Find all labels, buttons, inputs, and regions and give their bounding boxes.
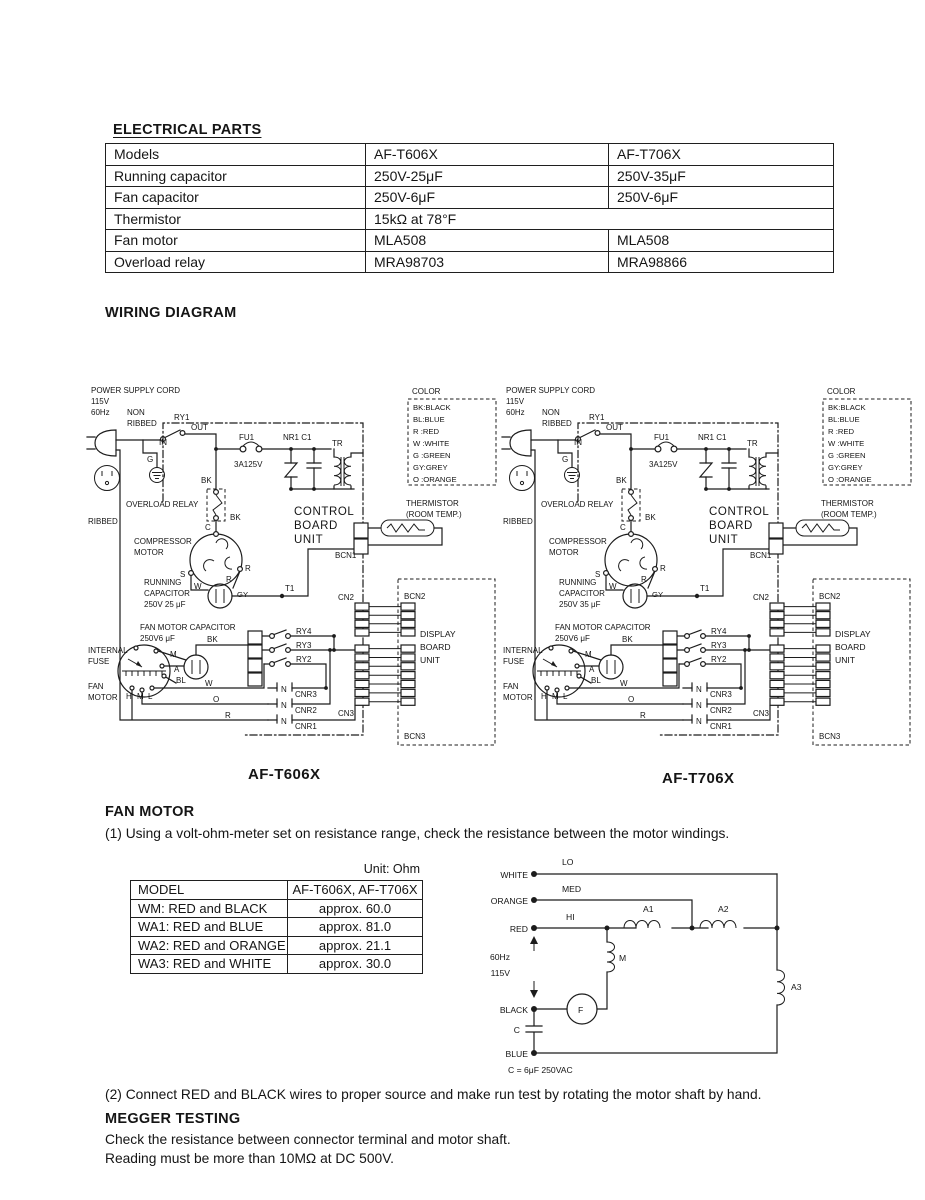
label-fu1-rating: 3A125V xyxy=(234,460,263,469)
color-legend-item: W :WHITE xyxy=(413,439,450,448)
fuse-fu1-icon xyxy=(655,442,677,452)
label-internal: INTERNAL xyxy=(88,646,128,655)
label-bk-top: BK xyxy=(616,476,627,485)
coil-a1-icon xyxy=(624,921,660,929)
label-n-cnr2: N xyxy=(281,701,287,710)
label-white: WHITE xyxy=(500,870,528,880)
label-fan-cap-value: 250V6 μF xyxy=(140,634,175,643)
fan-motor-title: FAN MOTOR xyxy=(105,804,195,820)
label-s-terminal: S xyxy=(180,570,186,579)
label-ry3: RY3 xyxy=(296,641,312,650)
overload-relay-symbol xyxy=(622,489,640,521)
thermistor-symbol xyxy=(381,520,434,536)
relay-ry4-switch xyxy=(685,630,706,638)
junction-dots xyxy=(214,447,336,690)
color-legend-item: GY:GREY xyxy=(828,463,863,472)
label-control-unit: UNIT xyxy=(294,534,324,546)
label-bcn3: BCN3 xyxy=(819,732,841,741)
label-in: IN xyxy=(159,438,167,447)
label-power-supply-cord: POWER SUPPLY CORD xyxy=(506,386,596,395)
table-row: Fan capacitor 250V-6μF 250V-6μF xyxy=(106,187,834,209)
label-g: G xyxy=(147,455,154,464)
label-out: OUT xyxy=(606,423,623,432)
label-cn3: CN3 xyxy=(338,709,355,718)
wiring-diagram-af-t706x xyxy=(501,383,913,755)
label-cnr1: CNR1 xyxy=(295,722,317,731)
label-r-wire: R xyxy=(226,575,232,584)
connector-bcn1 xyxy=(769,523,783,554)
table-row: WA3: RED and WHITE approx. 30.0 xyxy=(131,955,423,974)
varistor-nr1-icon xyxy=(285,463,297,477)
capacitor-c1-icon xyxy=(307,463,321,468)
label-cn2: CN2 xyxy=(753,593,770,602)
label-t1: T1 xyxy=(285,584,295,593)
fan-capacitor-symbol xyxy=(184,655,208,679)
table-row: Running capacitor 250V-25μF 250V-35μF xyxy=(106,165,834,187)
overload-relay-symbol xyxy=(207,489,225,521)
label-blue: BLUE xyxy=(505,1049,528,1059)
electrical-parts-table xyxy=(105,143,834,273)
label-fan: FAN xyxy=(503,682,519,691)
running-capacitor-symbol xyxy=(623,584,647,608)
relay-ry2-switch xyxy=(270,658,291,666)
table-row: WM: RED and BLACK approx. 60.0 xyxy=(131,899,423,918)
label-overload-relay: OVERLOAD RELAY xyxy=(126,500,199,509)
label-c-capacitor: C xyxy=(513,1025,520,1035)
label-n-cnr1: N xyxy=(281,717,287,726)
label-color-title: COLOR xyxy=(412,387,441,396)
label-fuse: FUSE xyxy=(503,657,525,666)
compressor-motor-symbol xyxy=(189,532,243,586)
label-fu1: FU1 xyxy=(654,433,670,442)
label-r-fan: R xyxy=(640,711,646,720)
label-red: RED xyxy=(509,924,528,934)
label-display-unit: UNIT xyxy=(835,655,856,665)
coil-a2-icon xyxy=(700,921,736,929)
terminal-dots xyxy=(531,871,780,1056)
label-fu1: FU1 xyxy=(239,433,255,442)
label-compressor: COMPRESSOR xyxy=(549,537,607,546)
connector-cn3-bcn3 xyxy=(770,645,830,705)
label-internal: INTERNAL xyxy=(503,646,543,655)
row-label: Fan motor xyxy=(106,230,366,252)
wiring-lines xyxy=(502,434,857,723)
row-label: Overload relay xyxy=(106,251,366,273)
label-bcn1: BCN1 xyxy=(750,551,772,560)
label-overload-relay: OVERLOAD RELAY xyxy=(541,500,614,509)
label-ry4: RY4 xyxy=(711,627,727,636)
row-label: Fan capacitor xyxy=(106,187,366,209)
relay-ry4-switch xyxy=(270,630,291,638)
connector-cn2-bcn2 xyxy=(355,603,415,636)
table-row: Thermistor 15kΩ at 78°F xyxy=(106,208,834,230)
label-r-terminal: R xyxy=(660,564,666,573)
outlet-icon xyxy=(95,466,120,491)
label-cnr1: CNR1 xyxy=(710,722,732,731)
label-a1: A1 xyxy=(643,904,654,914)
fan-motor-step1: (1) Using a volt-ohm-meter set on resistance range, check the resistance between the motor windings. xyxy=(105,826,730,841)
label-fan: FAN xyxy=(88,682,104,691)
label-control-unit: UNIT xyxy=(709,534,739,546)
label-60hz: 60Hz xyxy=(489,952,510,962)
row-label: Models xyxy=(106,144,366,166)
label-a2: A2 xyxy=(718,904,729,914)
label-in: IN xyxy=(574,438,582,447)
label-n-cnr2: N xyxy=(696,701,702,710)
label-fan-motor: MOTOR xyxy=(88,693,118,702)
label-a-tap: A xyxy=(174,665,180,674)
varistor-nr1-icon xyxy=(700,463,712,477)
label-cn3: CN3 xyxy=(753,709,770,718)
label-control-board: BOARD xyxy=(294,520,338,532)
label-running: RUNNING xyxy=(559,578,597,587)
label-hi: HI xyxy=(566,912,575,922)
label-bk-top: BK xyxy=(201,476,212,485)
label-w-wire: W xyxy=(609,582,617,591)
junction-dots xyxy=(629,447,751,690)
label-w-wire: W xyxy=(194,582,202,591)
label-60hz: 60Hz xyxy=(506,408,525,417)
label-running-capacitor: CAPACITOR xyxy=(559,589,605,598)
label-ribbed-left: RIBBED xyxy=(503,517,533,526)
color-legend-item: W :WHITE xyxy=(828,439,865,448)
label-bcn2: BCN2 xyxy=(404,592,426,601)
label-tr: TR xyxy=(332,439,343,448)
label-compressor-motor: MOTOR xyxy=(134,548,164,557)
color-legend-item: G :GREEN xyxy=(828,451,866,460)
label-running-cap-value: 250V 25 μF xyxy=(144,600,186,609)
label-ribbed-top: RIBBED xyxy=(542,419,572,428)
label-running-cap-value: 250V 35 μF xyxy=(559,600,601,609)
label-l-terminal: L xyxy=(148,692,153,701)
label-ry1: RY1 xyxy=(589,413,605,422)
label-bcn2: BCN2 xyxy=(819,592,841,601)
label-cnr3: CNR3 xyxy=(295,690,317,699)
terminal-block xyxy=(248,631,262,686)
relay-ry3-switch xyxy=(270,644,291,652)
table-row: Fan motor MLA508 MLA508 xyxy=(106,230,834,252)
label-m-tap: M xyxy=(585,650,592,659)
label-gy-wire: GY xyxy=(237,590,249,599)
label-o-wire: O xyxy=(213,695,220,704)
label-fan-motor-capacitor: FAN MOTOR CAPACITOR xyxy=(140,623,236,632)
label-display-unit: UNIT xyxy=(420,655,441,665)
label-t1: T1 xyxy=(700,584,710,593)
label-m-terminal: M xyxy=(552,692,559,701)
label-cnr3: CNR3 xyxy=(710,690,732,699)
label-bcn3: BCN3 xyxy=(404,732,426,741)
electrical-parts-title: ELECTRICAL PARTS xyxy=(113,122,262,138)
label-r-terminal: R xyxy=(245,564,251,573)
label-cap-note: C = 6μF 250VAC xyxy=(508,1065,573,1075)
label-control-board: BOARD xyxy=(709,520,753,532)
label-ribbed-top: RIBBED xyxy=(127,419,157,428)
motor-diagram-lines xyxy=(526,874,777,1053)
label-cnr2: CNR2 xyxy=(295,706,317,715)
label-60hz: 60Hz xyxy=(91,408,110,417)
unit-label: Unit: Ohm xyxy=(363,862,420,876)
label-display: DISPLAY xyxy=(420,629,456,639)
table-row: Overload relay MRA98703 MRA98866 xyxy=(106,251,834,273)
color-legend-item: BK:BLACK xyxy=(828,403,866,412)
terminal-block xyxy=(663,631,677,686)
table-row: MODEL AF-T606X, AF-T706X xyxy=(131,881,423,900)
label-h-terminal: H xyxy=(541,692,547,701)
label-bk-mid: BK xyxy=(230,513,241,522)
color-legend-item: G :GREEN xyxy=(413,451,451,460)
label-w-fan: W xyxy=(205,679,213,688)
transformer-tr-icon xyxy=(334,457,351,486)
label-running-capacitor: CAPACITOR xyxy=(144,589,190,598)
ground-icon xyxy=(565,468,580,483)
table-row: WA2: RED and ORANGE approx. 21.1 xyxy=(131,936,423,955)
relay-ry2-switch xyxy=(685,658,706,666)
label-f-motor: F xyxy=(578,1005,584,1015)
label-nr1-c1: NR1 C1 xyxy=(698,433,727,442)
label-compressor-motor: MOTOR xyxy=(549,548,579,557)
running-capacitor-symbol xyxy=(208,584,232,608)
label-bl-wire: BL xyxy=(176,676,186,685)
label-h-terminal: H xyxy=(126,692,132,701)
megger-line2: Reading must be more than 10MΩ at DC 500V. xyxy=(105,1151,394,1166)
label-ry4: RY4 xyxy=(296,627,312,636)
fan-motor-table xyxy=(130,880,423,974)
label-nr1-c1: NR1 C1 xyxy=(283,433,312,442)
label-bk-cap: BK xyxy=(622,635,633,644)
label-a-tap: A xyxy=(589,665,595,674)
label-ry1: RY1 xyxy=(174,413,190,422)
label-fan-motor: MOTOR xyxy=(503,693,533,702)
label-115v: 115V xyxy=(490,968,510,978)
power-plug-icon xyxy=(95,430,116,456)
wiring-diagram-af-t606x xyxy=(86,383,498,755)
label-c-terminal: C xyxy=(620,523,626,532)
color-legend-item: O :ORANGE xyxy=(828,475,872,484)
fuse-fu1-icon xyxy=(240,442,262,452)
label-o-wire: O xyxy=(628,695,635,704)
fan-motor-step2: (2) Connect RED and BLACK wires to proper source and make run test by rotating the motor shaft by hand. xyxy=(105,1087,762,1102)
label-fu1-rating: 3A125V xyxy=(649,460,678,469)
label-cn2: CN2 xyxy=(338,593,355,602)
color-legend-item: R :RED xyxy=(413,427,440,436)
caption-af-t706x: AF-T706X xyxy=(662,770,735,787)
label-fuse: FUSE xyxy=(88,657,110,666)
label-display-board: BOARD xyxy=(420,642,451,652)
color-legend-item: R :RED xyxy=(828,427,855,436)
label-color-title: COLOR xyxy=(827,387,856,396)
label-c-terminal: C xyxy=(205,523,211,532)
label-m-tap: M xyxy=(170,650,177,659)
label-non: NON xyxy=(127,408,145,417)
label-tr: TR xyxy=(747,439,758,448)
connector-cn2-bcn2 xyxy=(770,603,830,636)
label-cnr2: CNR2 xyxy=(710,706,732,715)
label-control: CONTROL xyxy=(294,506,355,518)
outlet-icon xyxy=(510,466,535,491)
label-m-terminal: M xyxy=(137,692,144,701)
label-display-board: BOARD xyxy=(835,642,866,652)
label-out: OUT xyxy=(191,423,208,432)
label-r-fan: R xyxy=(225,711,231,720)
label-ribbed-left: RIBBED xyxy=(88,517,118,526)
table-row: Models AF-T606X AF-T706X xyxy=(106,144,834,166)
label-ry2: RY2 xyxy=(711,655,727,664)
compressor-motor-symbol xyxy=(604,532,658,586)
fan-capacitor-symbol xyxy=(599,655,623,679)
ground-icon xyxy=(150,468,165,483)
row-label: Thermistor xyxy=(106,208,366,230)
label-115v: 115V xyxy=(506,397,525,406)
label-n-cnr3: N xyxy=(696,685,702,694)
color-legend-item: O :ORANGE xyxy=(413,475,457,484)
label-a3: A3 xyxy=(791,982,802,992)
coil-m-icon xyxy=(607,942,615,972)
coil-a3-icon xyxy=(777,970,785,1005)
label-compressor: COMPRESSOR xyxy=(134,537,192,546)
caption-af-t606x: AF-T606X xyxy=(248,766,321,783)
label-room-temp: (ROOM TEMP.) xyxy=(406,510,462,519)
label-gy-wire: GY xyxy=(652,590,664,599)
label-s-terminal: S xyxy=(595,570,601,579)
label-fan-motor-capacitor: FAN MOTOR CAPACITOR xyxy=(555,623,651,632)
megger-line1: Check the resistance between connector terminal and motor shaft. xyxy=(105,1132,511,1147)
label-lo: LO xyxy=(562,857,574,867)
label-power-supply-cord: POWER SUPPLY CORD xyxy=(91,386,181,395)
power-plug-icon xyxy=(510,430,531,456)
label-thermistor: THERMISTOR xyxy=(406,499,459,508)
color-legend-item: BL:BLUE xyxy=(828,415,860,424)
color-legend-item: BK:BLACK xyxy=(413,403,451,412)
relay-ry3-switch xyxy=(685,644,706,652)
label-black: BLACK xyxy=(499,1005,528,1015)
label-display: DISPLAY xyxy=(835,629,871,639)
row-label: Running capacitor xyxy=(106,165,366,187)
label-med: MED xyxy=(562,884,582,894)
label-ry2: RY2 xyxy=(296,655,312,664)
label-w-fan: W xyxy=(620,679,628,688)
connector-bcn1 xyxy=(354,523,368,554)
connector-cn3-bcn3 xyxy=(355,645,415,705)
label-r-wire: R xyxy=(641,575,647,584)
label-orange: ORANGE xyxy=(490,896,528,906)
capacitor-c1-icon xyxy=(722,463,736,468)
label-115v: 115V xyxy=(91,397,110,406)
label-m-coil: M xyxy=(619,953,627,963)
transformer-tr-icon xyxy=(749,457,766,486)
color-legend-item: GY:GREY xyxy=(413,463,448,472)
wiring-lines xyxy=(87,434,442,723)
table-row: WA1: RED and BLUE approx. 81.0 xyxy=(131,918,423,937)
label-n-cnr1: N xyxy=(696,717,702,726)
label-l-terminal: L xyxy=(563,692,568,701)
label-ry3: RY3 xyxy=(711,641,727,650)
label-g: G xyxy=(562,455,569,464)
label-bl-wire: BL xyxy=(591,676,601,685)
label-bcn1: BCN1 xyxy=(335,551,357,560)
fan-motor-test-diagram xyxy=(440,850,840,1080)
wiring-diagram-title: WIRING DIAGRAM xyxy=(105,305,237,321)
label-fan-cap-value: 250V6 μF xyxy=(555,634,590,643)
megger-testing-title: MEGGER TESTING xyxy=(105,1111,241,1127)
label-thermistor: THERMISTOR xyxy=(821,499,874,508)
label-running: RUNNING xyxy=(144,578,182,587)
label-bk-mid: BK xyxy=(645,513,656,522)
label-control: CONTROL xyxy=(709,506,770,518)
label-n-cnr3: N xyxy=(281,685,287,694)
label-non: NON xyxy=(542,408,560,417)
color-legend-item: BL:BLUE xyxy=(413,415,445,424)
label-bk-cap: BK xyxy=(207,635,218,644)
label-room-temp: (ROOM TEMP.) xyxy=(821,510,877,519)
thermistor-symbol xyxy=(796,520,849,536)
